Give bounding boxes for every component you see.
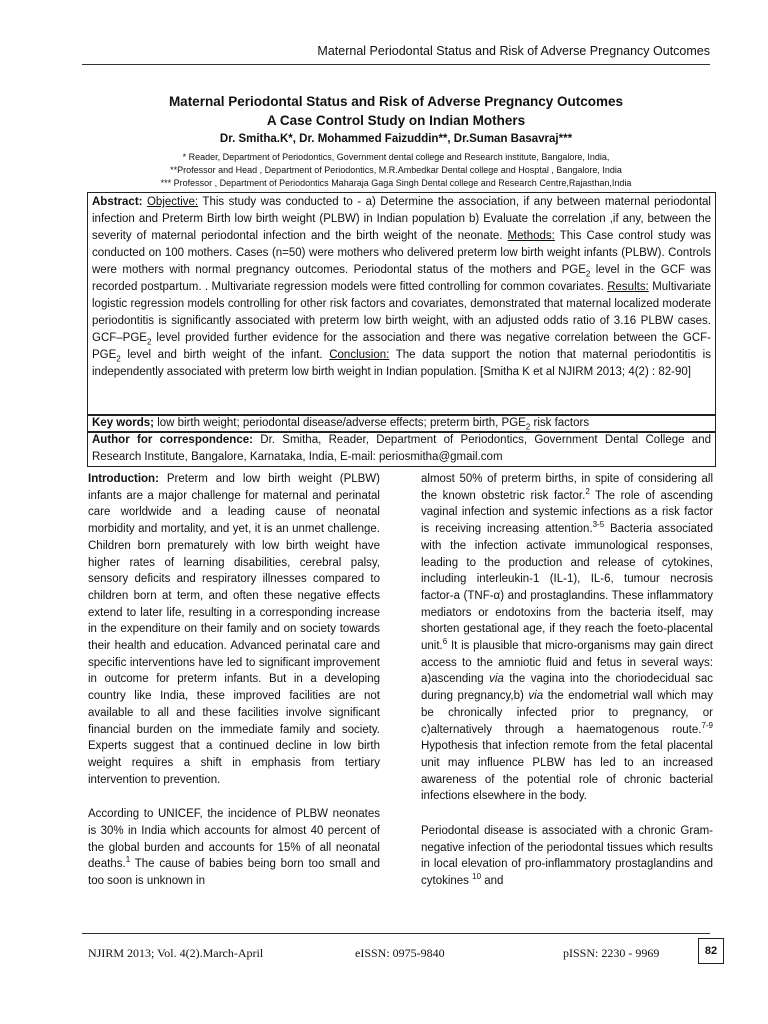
keywords-label: Key words; xyxy=(92,417,154,429)
conclusion-text: The data support the notion that maternal periodontitis is independently associated with preterm low birth weight in Indian population. [Smitha K et al NJIRM 2013; 4(2) : 82-90] xyxy=(92,349,711,378)
conclusion-label: Conclusion: xyxy=(329,349,390,361)
affiliation-2: **Professor and Head , Department of Periodontics, M.R.Ambedkar Dental college and Hosptal , Bangalore, India xyxy=(170,165,622,175)
article-subtitle: A Case Control Study on Indian Mothers xyxy=(266,113,526,128)
header-rule xyxy=(82,64,710,65)
abstract-label: Abstract: xyxy=(92,196,143,208)
para-text: and xyxy=(484,875,504,888)
results-text-cont: level provided further evidence for the association and there was negative correlation between the GCF-PGE xyxy=(92,332,711,361)
keywords-text xyxy=(92,415,711,432)
para-text: According to UNICEF, the incidence of PLBW neonates is 30% in India which accounts for almost 40 percent of the global burden and accounts for 15% of all neonatal deaths. xyxy=(88,808,380,871)
body-column-left xyxy=(88,471,380,890)
body-column-right xyxy=(421,471,713,890)
results-text: Multivariate logistic regression models controlling for other risk factors and covariates, demonstrated that maternal localized moderate periodontitis is significantly associated with preterm low birth weight, with an adjusted odds ratio of 3.16 PLBW cases. GCF–PGE xyxy=(92,281,711,344)
methods-text: This Case control study was conducted on 100 mothers. Cases (n=50) were mothers who delivered preterm low birth weight infants (PLBW). Controls were mothers with normal pregnancy outcomes. Periodontal status of the mothers and PGE xyxy=(92,230,711,276)
subscript: 2 xyxy=(116,354,121,364)
methods-text-cont: level in the GCF was recorded postpartum. . Multivariate regression models were fitted controlling for common covariates. xyxy=(92,264,711,293)
citation: 1 xyxy=(125,855,131,865)
para-text: the endometrial wall which may be chronically infected prior to pregnancy, or c)alternatively through a haematogenous route. xyxy=(421,690,713,736)
correspondence-label: Author for correspondence: xyxy=(92,434,253,446)
para-text: It is plausible that micro-organisms may gain direct access to the amniotic fluid and fetus in several ways: a)ascending xyxy=(421,640,713,686)
intro-text: Preterm and low birth weight (PLBW) infants are a major challenge for maternal and perinatal care worldwide and a leading cause of neonatal morbidity and mortality, and yet, it is an unmet challenge. Children born prematurely with low birth weight have higher rates of learning disabilities, cerebral palsy, sensory deficits and respiratory illnesses compared to children born at term, and often these negative effects extend to later life, resulting in a corresponding increase in the expenditure on their family and on society towards their health and education. Advanced perinatal care and specific interventions have led to significant improvement in outcome for preterm infants. But in a developing country like India, these improved facilities are not available to all and these facilities involve significant financial burden on the immediate family and society. Experts suggest that a continued decline in low birth weight requires a shift in emphasis from tertiary intervention to prevention. xyxy=(88,473,380,786)
intro-paragraph xyxy=(88,471,380,788)
unicef-paragraph xyxy=(88,806,380,890)
italic-term: via xyxy=(528,690,544,703)
citation: 7-9 xyxy=(701,720,713,730)
objective-text: This study was conducted to - a) Determine the association, if any between maternal periodontal infection and Preterm Birth low birth weight (PLBW) in Indian population b) Evaluate the correlation ,if any, between the severity of maternal periodontal infection and the birth weight of the neonate. xyxy=(92,196,711,242)
para-text: The role of ascending vaginal infection and systemic infections as a risk factor is receiving increasing attention. xyxy=(421,489,713,536)
running-title: Maternal Periodontal Status and Risk of Adverse Pregnancy Outcomes xyxy=(317,44,710,58)
para-text: almost 50% of preterm births, in spite of considering all the known obstetric risk factor. xyxy=(421,473,713,502)
subscript: 2 xyxy=(525,422,531,432)
intro-label: Introduction: xyxy=(88,473,159,485)
citation: 6 xyxy=(442,637,448,647)
para-text: Bacteria associated with the infection activate immunological responses, leading to the production and release of cytokines, including interleukin-1 (IL-1), IL-6, tumour necrosis factor-a (TNF-α) and prostaglandins. These inflammatory mediators or endotoxins from the bacteria itself, may shorten gestational age, if they reach the foeto-placental unit. xyxy=(421,523,713,653)
para-text: Hypothesis that infection remote from the fetal placental unit may influence PLBW has led to an increased awareness of the potential role of chronic bacterial infections elsewhere in the body. xyxy=(421,740,713,803)
abstract-text xyxy=(92,194,711,381)
keywords-list-end: risk factors xyxy=(533,417,590,429)
results-label: Results: xyxy=(607,281,649,293)
correspondence-box xyxy=(87,431,716,467)
affiliation-1: * Reader, Department of Periodontics, Government dental college and Research institute, Bangalore, India, xyxy=(182,152,610,162)
methods-label: Methods: xyxy=(507,230,555,242)
footer-rule xyxy=(82,933,710,934)
periodontal-paragraph xyxy=(421,823,713,890)
citation: 3-5 xyxy=(592,520,605,530)
keywords-list: low birth weight; periodontal disease/adverse effects; preterm birth, PGE xyxy=(157,417,526,429)
italic-term: via xyxy=(489,673,504,686)
results-text-end: level and birth weight of the infant. xyxy=(127,349,323,361)
objective-label: Objective: xyxy=(146,196,199,208)
citation: 2 xyxy=(585,486,590,496)
para-text: The cause of babies being born too small and too soon is unknown in xyxy=(88,858,380,888)
footer-pissn: pISSN: 2230 - 9969 xyxy=(563,946,660,960)
author-list: Dr. Smitha.K*, Dr. Mohammed Faizuddin**, Dr.Suman Basavraj*** xyxy=(219,133,573,145)
citation: 10 xyxy=(472,872,482,882)
footer-eissn: eISSN: 0975-9840 xyxy=(355,946,445,960)
para-text: Periodontal disease is associated with a chronic Gram-negative infection of the periodontal tissues which results in local elevation of pro-inflammatory prostaglandins and cytokines xyxy=(421,825,713,888)
abstract-box xyxy=(87,192,716,416)
correspondence-text xyxy=(92,432,711,466)
article-title: Maternal Periodontal Status and Risk of Adverse Pregnancy Outcomes xyxy=(168,94,624,109)
subscript: 2 xyxy=(146,337,152,347)
correspondence-details: Dr. Smitha, Reader, Department of Periodontics, Government Dental College and Research Institute, Bangalore, Karnataka, India, E-mail: periosmitha@gmail.com xyxy=(92,434,711,463)
subscript: 2 xyxy=(585,269,591,279)
page-number: 82 xyxy=(698,938,724,964)
footer-journal: NJIRM 2013; Vol. 4(2).March-April xyxy=(88,946,264,960)
para-text: the vagina into the choriodecidual sac during pregnancy,b) xyxy=(421,673,713,703)
affiliation-3: *** Professor , Department of Periodontics Maharaja Gaga Singh Dental college and Research Centre,Rajasthan,India xyxy=(160,178,632,188)
infection-paragraph xyxy=(421,471,713,805)
